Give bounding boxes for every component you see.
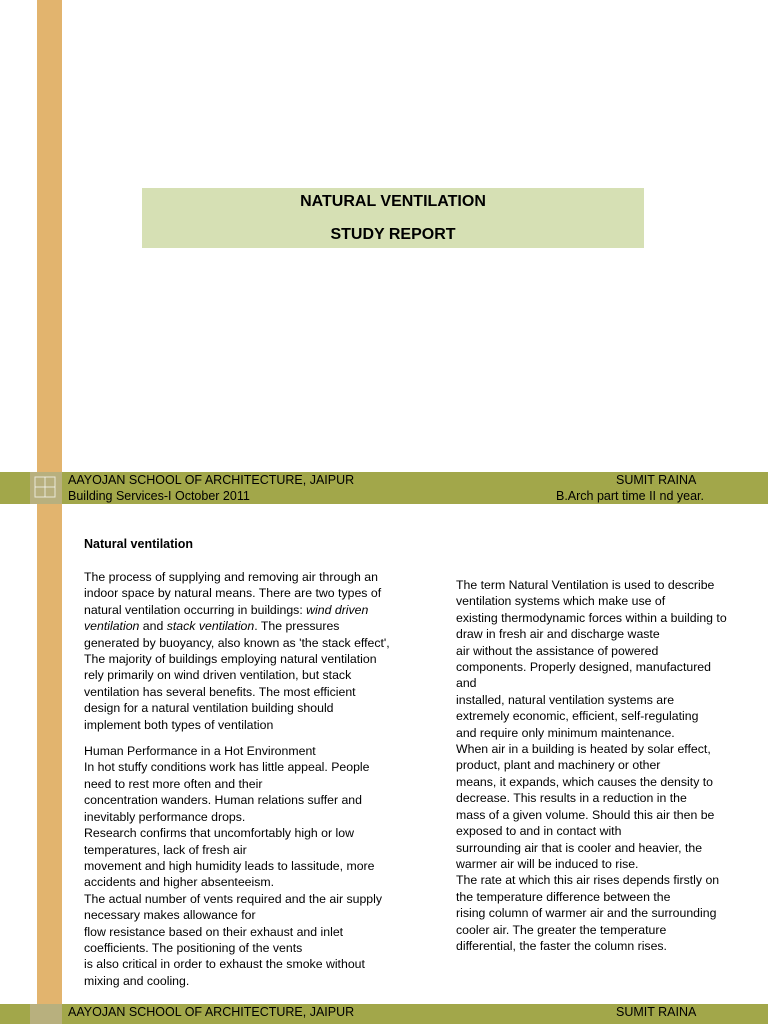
footer-author: SUMIT RAINA xyxy=(616,1005,697,1019)
text-line: natural ventilation occurring in buildings: wind driven xyxy=(84,602,369,617)
text-line: need to rest more often and their xyxy=(84,776,263,791)
footer-mark xyxy=(30,1004,62,1024)
text-line: design for a natural ventilation building should xyxy=(84,701,334,716)
text-line: decrease. This results in a reduction in the xyxy=(456,791,687,806)
text-line: warmer air will be induced to rise. xyxy=(456,856,639,871)
text-line: is also critical in order to exhaust the smoke without xyxy=(84,957,365,972)
text-line: surrounding air that is cooler and heavier, the xyxy=(456,840,703,855)
text-line: The majority of buildings employing natural ventilation xyxy=(84,652,377,667)
text-line: rely primarily on wind driven ventilation, but stack xyxy=(84,668,352,683)
title-box xyxy=(142,188,644,248)
text-line: concentration wanders. Human relations suffer and xyxy=(84,793,362,808)
text-line: extremely economic, efficient, self-regulating xyxy=(456,709,699,724)
text-line: existing thermodynamic forces within a building to xyxy=(456,610,727,625)
text-line: product, plant and machinery or other xyxy=(456,758,661,773)
text-line: Research confirms that uncomfortably high or low xyxy=(84,826,354,841)
text-line: The rate at which this air rises depends firstly on xyxy=(456,873,720,888)
text-line: inevitably performance drops. xyxy=(84,809,246,824)
text-line: ventilation has several benefits. The most efficient xyxy=(84,684,356,699)
text-line: temperatures, lack of fresh air xyxy=(84,842,247,857)
text-line: generated by buoyancy, also known as 'the stack effect', xyxy=(84,635,390,650)
footer-school: AAYOJAN SCHOOL OF ARCHITECTURE, JAIPUR xyxy=(68,1005,355,1019)
text-line: movement and high humidity leads to lassitude, more xyxy=(84,858,375,873)
report-subtitle: STUDY REPORT xyxy=(330,226,456,243)
subheading-line: Human Performance in a Hot Environment xyxy=(84,744,316,759)
text-line: exposed to and in contact with xyxy=(456,824,622,839)
text-line: air without the assistance of powered xyxy=(456,643,659,658)
text-line: differential, the faster the column rises. xyxy=(456,938,667,953)
page-footer-band-next xyxy=(0,1004,768,1024)
text-line: The actual number of vents required and the air supply xyxy=(84,891,383,906)
left-column xyxy=(84,569,444,989)
footer-class-year: B.Arch part time II nd year. xyxy=(556,489,704,503)
text-line: The process of supplying and removing air through an xyxy=(84,570,378,584)
text-line: rising column of warmer air and the surrounding xyxy=(456,906,717,921)
text-line: and require only minimum maintenance. xyxy=(456,725,675,740)
text-line: In hot stuffy conditions work has little appeal. People xyxy=(84,760,370,775)
left-decorative-strip xyxy=(37,0,62,1024)
text-line: ventilation and stack ventilation. The pressures xyxy=(84,619,340,634)
footer-school: AAYOJAN SCHOOL OF ARCHITECTURE, JAIPUR xyxy=(68,473,355,487)
text-line: indoor space by natural means. There are two types of xyxy=(84,586,382,601)
footer-course: Building Services-I October 2011 xyxy=(68,489,250,503)
right-column xyxy=(456,577,766,954)
text-line: accidents and higher absenteeism. xyxy=(84,875,275,890)
text-line: mass of a given volume. Should this air then be xyxy=(456,807,715,822)
text-line: draw in fresh air and discharge waste xyxy=(456,627,660,642)
text-line: necessary makes allowance for xyxy=(84,908,256,923)
text-line: coefficients. The positioning of the vents xyxy=(84,940,303,955)
section-heading: Natural ventilation xyxy=(84,537,194,551)
text-line: cooler air. The greater the temperature xyxy=(456,922,667,937)
text-line: installed, natural ventilation systems are xyxy=(456,692,675,707)
school-logo-icon xyxy=(34,476,56,498)
footer-author: SUMIT RAINA xyxy=(616,473,697,487)
text-line: flow resistance based on their exhaust and inlet xyxy=(84,924,344,939)
text-line: components. Properly designed, manufactured xyxy=(456,660,711,675)
text-line: When air in a building is heated by solar effect, xyxy=(456,742,711,757)
report-title: NATURAL VENTILATION xyxy=(300,193,486,210)
text-line: and xyxy=(456,676,477,691)
text-line: mixing and cooling. xyxy=(84,973,190,988)
text-line: ventilation systems which make use of xyxy=(456,594,666,609)
page-footer-band xyxy=(0,472,768,504)
text-line: means, it expands, which causes the density to xyxy=(456,774,714,789)
text-line: The term Natural Ventilation is used to describe xyxy=(456,578,715,592)
text-line: implement both types of ventilation xyxy=(84,717,274,732)
text-line: the temperature difference between the xyxy=(456,889,671,904)
